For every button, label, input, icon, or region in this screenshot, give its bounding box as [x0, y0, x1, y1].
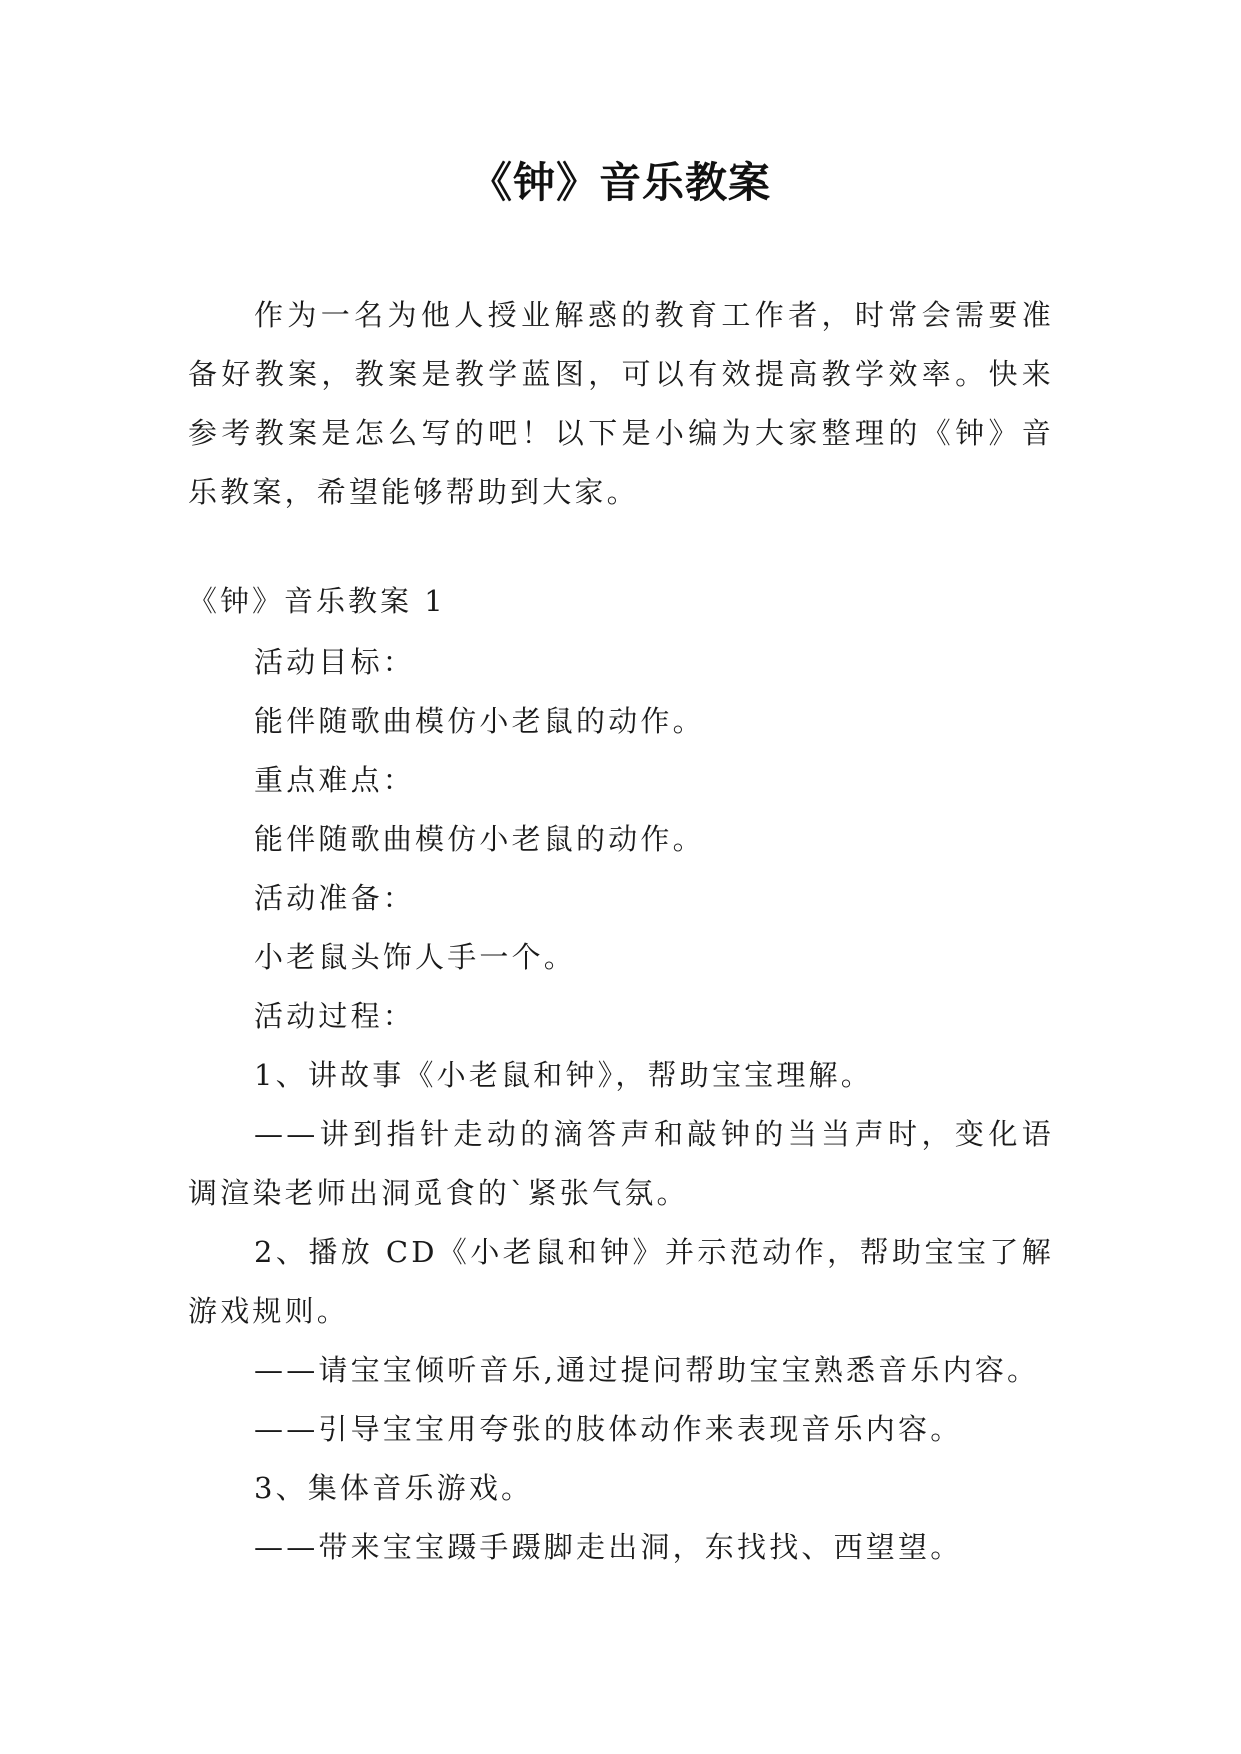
document-title: 《钟》音乐教案 [469, 158, 771, 207]
section-heading: 《钟》音乐教案 1 [188, 584, 446, 618]
paragraph-line: 活动过程： [254, 999, 416, 1033]
paragraph-line: ——引导宝宝用夸张的肢体动作来表现音乐内容。 [254, 1412, 963, 1446]
paragraph-line: 小老鼠头饰人手一个。 [254, 940, 577, 974]
paragraph-line: 3、集体音乐游戏。 [254, 1471, 534, 1505]
paragraph-line: 活动目标： [254, 645, 416, 679]
paragraph-line: ——请宝宝倾听音乐,通过提问帮助宝宝熟悉音乐内容。 [254, 1353, 1040, 1387]
paragraph-line: 2、播放 CD《小老鼠和钟》并示范动作，帮助宝宝了解游戏规则。 [188, 1235, 1054, 1328]
paragraph-line: ——带来宝宝蹑手蹑脚走出洞，东找找、西望望。 [254, 1530, 963, 1564]
intro-paragraph: 作为一名为他人授业解惑的教育工作者，时常会需要准备好教案，教案是教学蓝图，可以有效提高教学效率。快来参考教案是怎么写的吧！以下是小编为大家整理的《钟》音乐教案，希望能够帮助到大家。 [188, 298, 1054, 509]
paragraph-line: 能伴随歌曲模仿小老鼠的动作。 [254, 822, 705, 856]
paragraph-line: 重点难点： [254, 763, 416, 797]
lesson-body [188, 633, 1054, 1577]
paragraph-line: 能伴随歌曲模仿小老鼠的动作。 [254, 704, 705, 738]
paragraph-line: ——讲到指针走动的滴答声和敲钟的当当声时，变化语调渲染老师出洞觅食的`紧张气氛。 [188, 1117, 1054, 1210]
paragraph-line: 1、讲故事《小老鼠和钟》，帮助宝宝理解。 [254, 1058, 873, 1092]
paragraph-line: 活动准备： [254, 881, 416, 915]
